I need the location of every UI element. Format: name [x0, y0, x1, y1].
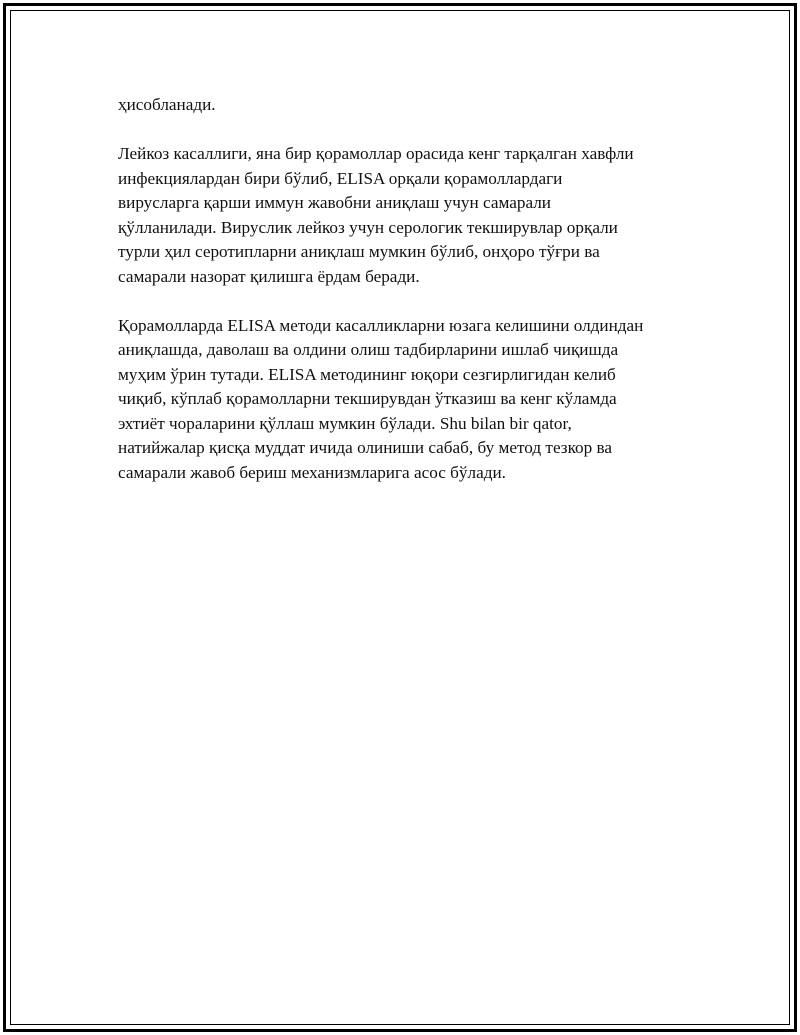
text-line: қўлланилади. Вируслик лейкоз учун серологик текширувлар орқали [118, 217, 618, 237]
text-line: натийжалар қисқа муддат ичида олиниши сабаб, бу метод тезкор ва [118, 438, 613, 457]
text-line: Қорамолларда ELISA методи касалликларни юзага келишини олдиндан [118, 315, 644, 335]
paragraph-3 [118, 314, 698, 486]
text-line: чиқиб, кўплаб қорамолларни текширувдан ўтказиш ва кенг кўламда [118, 389, 617, 408]
text-line: аниқлашда, даволаш ва олдини олиш тадбирларини ишлаб чиқишда [118, 340, 619, 359]
document-body [118, 93, 698, 510]
text-line: Лейкоз касаллиги, яна бир қорамоллар орасида кенг тарқалган хавфли [118, 144, 634, 163]
text-line: самарали жавоб бериш механизмларига асос бўлади. [118, 462, 506, 482]
paragraph-1 [118, 93, 698, 118]
text-line: ҳисобланади. [118, 95, 216, 114]
text-line: инфекциялардан бири бўлиб, ELISA орқали қорамоллардаги [118, 168, 563, 188]
text-line: эхтиёт чораларини қўллаш мумкин бўлади. Shu bilan bir qator, [118, 413, 572, 433]
text-line: вирусларга қарши иммун жавобни аниқлаш учун самарали [118, 193, 551, 212]
paragraph-2 [118, 142, 698, 289]
text-line: муҳим ўрин тутади. ELISA методининг юқори сезгирлигидан келиб [118, 364, 616, 384]
text-line: турли ҳил серотипларни аниқлаш мумкин бўлиб, онҳоро тўғри ва [118, 242, 600, 261]
text-line: самарали назорат қилишга ёрдам беради. [118, 266, 420, 286]
